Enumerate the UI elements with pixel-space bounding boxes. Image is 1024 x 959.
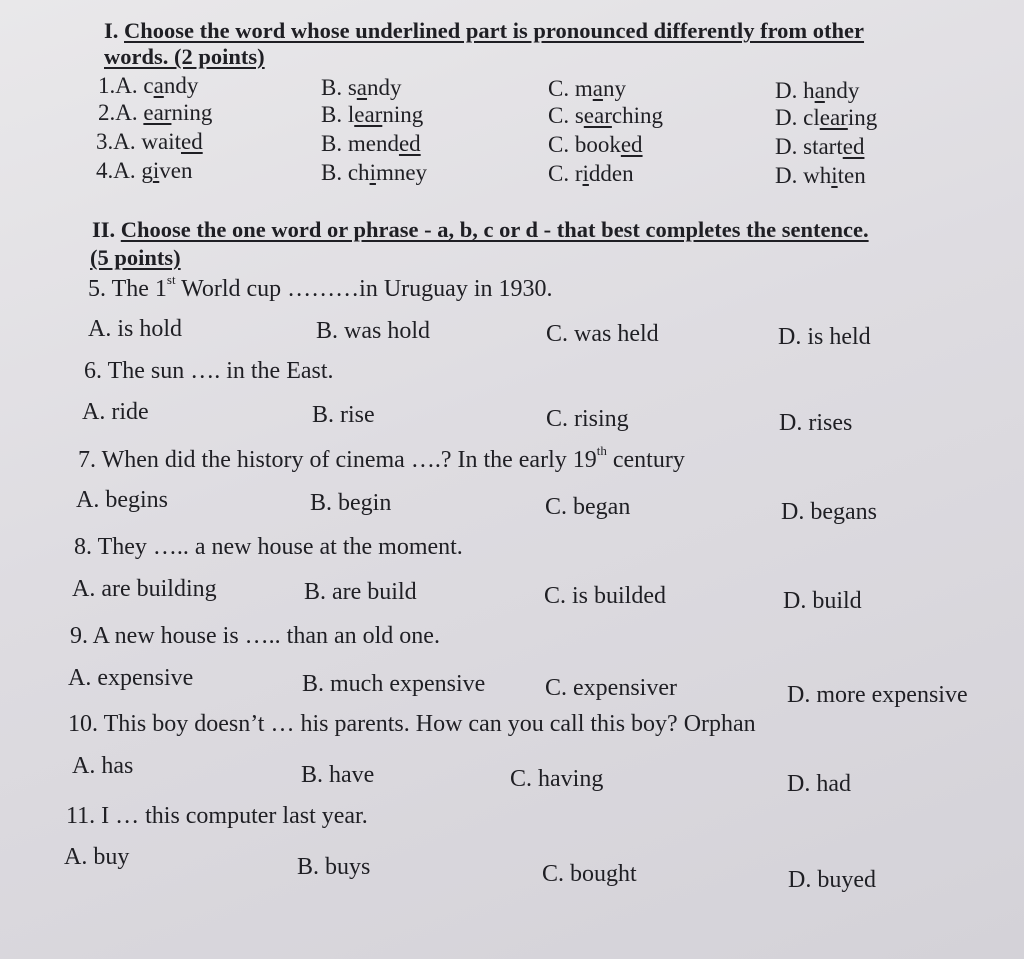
q5-option-b: B. was hold bbox=[316, 318, 430, 344]
q8-option-c: C. is builded bbox=[544, 583, 667, 609]
underlined-part: ed bbox=[180, 129, 203, 154]
section-2-heading-line-1 bbox=[92, 216, 869, 244]
underlined-part: i bbox=[831, 162, 838, 188]
q8-option-b: B. are build bbox=[304, 579, 417, 605]
question-11: 11. I … this computer last year. bbox=[66, 803, 368, 829]
q4-option-d: D. whiten bbox=[775, 162, 866, 188]
underlined-part: a bbox=[592, 76, 603, 101]
q9-option-a: A. expensive bbox=[68, 665, 194, 691]
q10-option-c: C. having bbox=[510, 766, 604, 792]
q7-option-b: B. begin bbox=[310, 490, 392, 516]
q6-option-d: D. rises bbox=[779, 410, 853, 436]
q7-option-c: C. began bbox=[545, 494, 631, 520]
q4-option-b: B. chimney bbox=[321, 159, 428, 185]
q5-option-c: C. was held bbox=[546, 321, 659, 347]
q11-option-b: B. buys bbox=[297, 854, 371, 880]
q11-option-a: A. buy bbox=[64, 844, 130, 870]
section-1-title: Choose the word whose underlined part is pronounced differently from other bbox=[124, 18, 865, 43]
underlined-part: i bbox=[152, 158, 160, 183]
q9-option-b: B. much expensive bbox=[302, 671, 486, 697]
q7-option-a: A. begins bbox=[76, 487, 168, 513]
underlined-part: ear bbox=[583, 103, 612, 128]
q1-option-d: D. handy bbox=[775, 77, 860, 103]
q3-option-d: D. started bbox=[775, 133, 865, 159]
underlined-part: a bbox=[153, 73, 164, 98]
section-2-title-2: (5 points) bbox=[90, 245, 181, 270]
q3-option-b: B. mended bbox=[321, 130, 421, 156]
underlined-part: ear bbox=[354, 101, 383, 127]
q10-option-b: B. have bbox=[301, 762, 375, 788]
q11-option-d: D. buyed bbox=[788, 867, 876, 893]
q6-option-b: B. rise bbox=[312, 402, 375, 428]
question-10: 10. This boy doesn’t … his parents. How can you call this boy? Orphan bbox=[68, 711, 756, 737]
question-6: 6. The sun …. in the East. bbox=[84, 358, 334, 384]
section-1-heading-line-2 bbox=[104, 43, 265, 71]
underlined-part: a bbox=[814, 77, 825, 103]
q2-option-b: B. learning bbox=[321, 101, 424, 127]
underlined-part: a bbox=[356, 74, 368, 100]
underlined-part: ear bbox=[143, 100, 172, 125]
question-8: 8. They ….. a new house at the moment. bbox=[74, 534, 463, 560]
underlined-part: ed bbox=[620, 132, 643, 157]
q9-option-d: D. more expensive bbox=[787, 682, 968, 708]
section-1-heading-line-1 bbox=[104, 17, 864, 45]
question-7: 7. When did the history of cinema ….? In the early 19th century bbox=[78, 443, 685, 473]
section-1-title-2: words. (2 points) bbox=[104, 44, 265, 69]
q4-option-a: 4.A. given bbox=[96, 158, 193, 183]
q8-option-d: D. build bbox=[783, 588, 862, 614]
q7-option-d: D. begans bbox=[781, 499, 877, 525]
section-2-heading-line-2 bbox=[90, 244, 181, 272]
q1-option-a: 1.A. candy bbox=[98, 73, 199, 98]
section-2-title: Choose the one word or phrase - a, b, c or d - that best completes the sentence. bbox=[120, 217, 869, 242]
q3-option-c: C. booked bbox=[548, 132, 643, 157]
q4-option-c: C. ridden bbox=[548, 161, 634, 186]
q2-option-a: 2.A. earning bbox=[98, 100, 213, 125]
q3-option-a: 3.A. waited bbox=[96, 129, 203, 154]
section-1-roman: I. bbox=[104, 18, 119, 43]
q6-option-a: A. ride bbox=[82, 399, 149, 425]
q1-option-c: C. many bbox=[548, 76, 626, 101]
section-2-roman: II. bbox=[92, 217, 116, 242]
q2-option-d: D. clearing bbox=[775, 104, 878, 130]
q2-option-c: C. searching bbox=[548, 103, 663, 128]
q5-option-a: A. is hold bbox=[88, 316, 183, 342]
q6-option-c: C. rising bbox=[546, 406, 629, 432]
question-9: 9. A new house is ….. than an old one. bbox=[70, 623, 440, 649]
q8-option-a: A. are building bbox=[72, 576, 217, 602]
underlined-part: ed bbox=[398, 130, 421, 156]
underlined-part: ear bbox=[819, 104, 848, 130]
q11-option-c: C. bought bbox=[542, 861, 637, 887]
q1-option-b: B. sandy bbox=[321, 74, 402, 100]
underlined-part: i bbox=[582, 161, 589, 186]
q10-option-d: D. had bbox=[787, 771, 851, 797]
underlined-part: ed bbox=[842, 133, 865, 159]
q10-option-a: A. has bbox=[72, 753, 134, 779]
underlined-part: i bbox=[369, 159, 376, 185]
question-5: 5. The 1st World cup ………in Uruguay in 1930. bbox=[88, 272, 553, 302]
q9-option-c: C. expensiver bbox=[545, 675, 677, 701]
q5-option-d: D. is held bbox=[778, 324, 871, 350]
